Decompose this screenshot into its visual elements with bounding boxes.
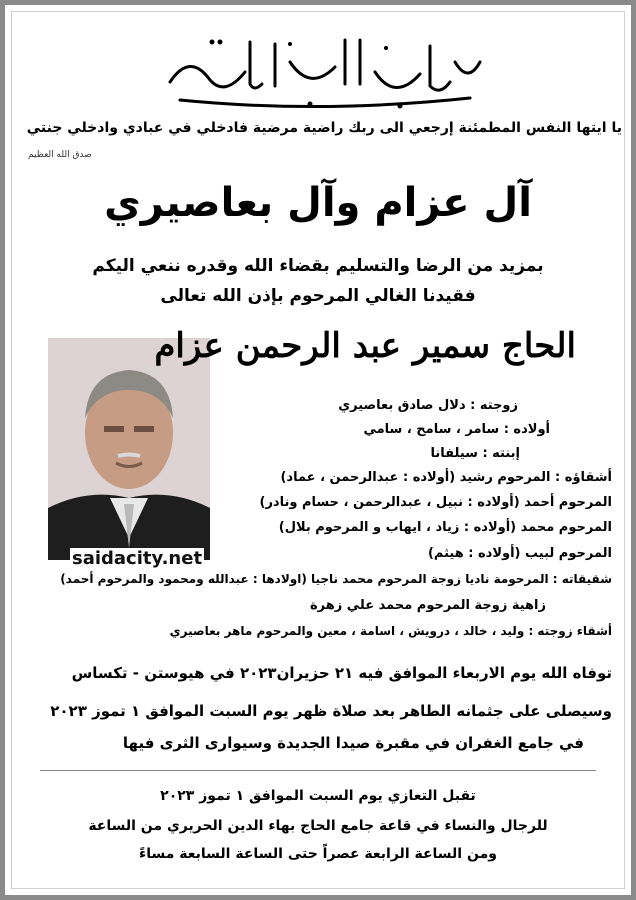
condolence-line-2: للرجال والنساء في قاعة جامع الحاج بهاء الدين الحريري من الساعة bbox=[88, 818, 548, 834]
deceased-photo bbox=[48, 338, 210, 560]
divider bbox=[40, 770, 596, 771]
calligraphy-header bbox=[150, 22, 488, 114]
site-watermark: saidacity.net bbox=[72, 548, 203, 569]
relative-line: المرحوم أحمد (أولاده : نبيل ، عبدالرحمن ، حسام ونادر) bbox=[259, 495, 612, 510]
relative-line: أشقاء زوجته : وليد ، خالد ، درويش ، اسامة ، معين والمرحوم ماهر بعاصيري bbox=[169, 624, 612, 638]
intro-line-1: بمزيد من الرضا والتسليم بقضاء الله وقدره ننعي اليكم bbox=[92, 256, 544, 276]
relative-line: زاهية زوجة المرحوم محمد علي زهرة bbox=[309, 598, 546, 613]
condolence-line-1: تقبل التعازي يوم السبت الموافق ١ تموز ٢٠٢٣ bbox=[160, 788, 476, 804]
deceased-name: الحاج سمير عبد الرحمن عزام bbox=[154, 326, 576, 366]
relative-line: أشقاؤه : المرحوم رشيد (أولاده : عبدالرحمن ، عماد) bbox=[280, 470, 612, 485]
funeral-line-1: وسيصلى على جثمانه الطاهر بعد صلاة ظهر يوم السبت الموافق ١ تموز ٢٠٢٣ bbox=[50, 702, 612, 720]
quran-verse: يا ايتها النفس المطمئنة إرجعي الى ربك راضية مرضية فادخلي في عبادي وادخلي جنتي bbox=[26, 120, 622, 136]
relative-line: أولاده : سامر ، سامح ، سامي bbox=[363, 422, 550, 437]
verse-attribution: صدق الله العظيم bbox=[28, 150, 92, 160]
relative-line: المرحوم لبيب (أولاده : هيثم) bbox=[427, 546, 612, 561]
relative-line: زوجته : دلال صادق بعاصيري bbox=[338, 398, 518, 413]
relative-line: شقيقاته : المرحومة ناديا زوجة المرحوم محمد ناجيا (اولادها : عبدالله ومحمود والمرحوم أحمد) bbox=[60, 572, 612, 586]
funeral-line-2: في جامع الغفران في مقبرة صيدا الجديدة وسيوارى الثرى فيها bbox=[122, 734, 584, 752]
relative-line: إبنته : سيلفانا bbox=[430, 446, 520, 461]
intro-line-2: فقيدنا الغالي المرحوم بإذن الله تعالى bbox=[160, 286, 476, 306]
families-title: آل عزام وآل بعاصيري bbox=[104, 180, 532, 226]
relative-line: المرحوم محمد (أولاده : زياد ، ايهاب و المرحوم بلال) bbox=[278, 520, 612, 535]
condolence-line-3: ومن الساعة الرابعة عصراً حتى الساعة السابعة مساءً bbox=[139, 846, 497, 862]
death-announcement: توفاه الله يوم الاربعاء الموافق فيه ٢١ حزيران٢٠٢٣ في هيوستن - تكساس bbox=[71, 664, 612, 682]
